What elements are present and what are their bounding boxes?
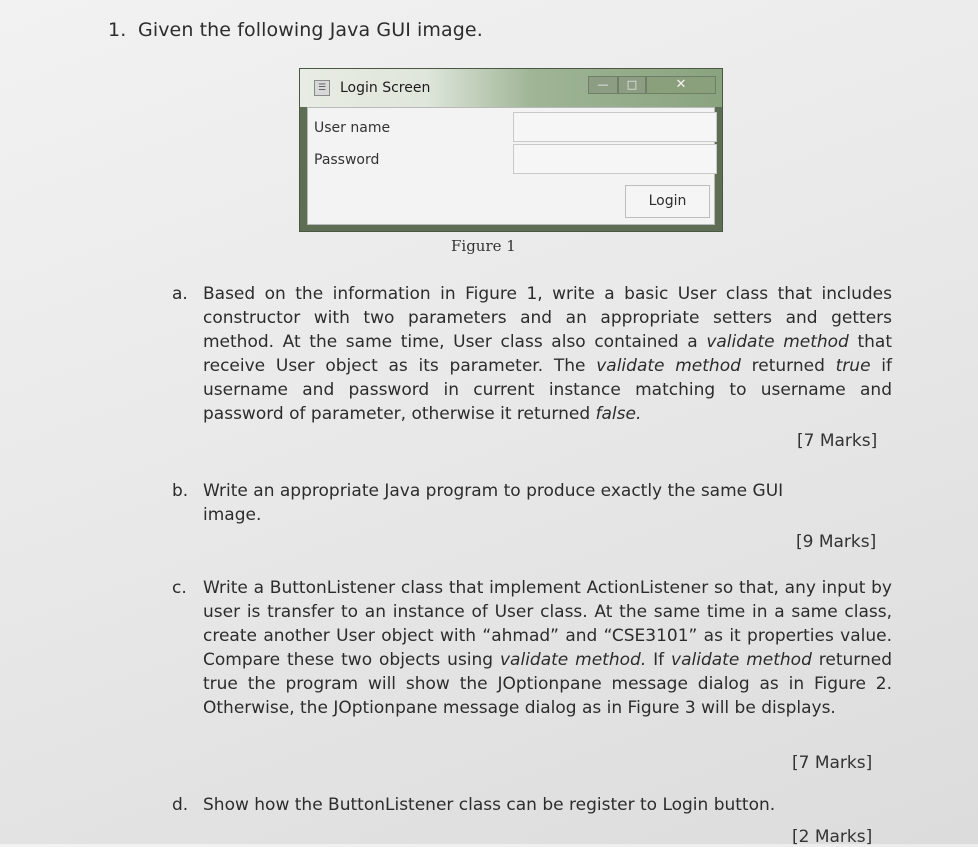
part-a [172, 282, 892, 426]
question-text: Given the following Java GUI image. [138, 19, 483, 41]
part-c-marks: [7 Marks] [792, 753, 873, 773]
java-login-window [299, 68, 723, 232]
part-d-marks: [2 Marks] [792, 827, 873, 847]
figure-caption: Figure 1 [451, 237, 516, 255]
part-c [172, 576, 892, 720]
part-d-letter: d. [172, 795, 189, 815]
window-content [307, 107, 715, 225]
java-app-icon: ☰ [314, 80, 330, 96]
window-titlebar [300, 69, 722, 107]
window-title: Login Screen [340, 80, 431, 96]
part-a-text: Based on the information in Figure 1, write a basic User class that includes constructor with two parameters and an appropriate setters and getters method. At the same time, User class also contained a validate method that receive User object as its parameter. The validate method returned true if username and password in current instance matching to username and password of parameter, otherwise it returned false. [203, 284, 892, 424]
part-c-letter: c. [172, 578, 187, 598]
part-b-text: Write an appropriate Java program to produce exactly the same GUI image. [203, 481, 784, 525]
part-b [172, 479, 892, 527]
login-button[interactable]: Login [625, 185, 710, 218]
close-icon[interactable]: ✕ [646, 76, 716, 94]
question-heading [108, 19, 483, 41]
part-d [172, 793, 892, 817]
question-number: 1. [108, 19, 127, 41]
part-b-marks: [9 Marks] [796, 532, 877, 552]
password-label: Password [314, 152, 380, 168]
username-input[interactable] [513, 112, 717, 142]
part-b-letter: b. [172, 481, 189, 501]
part-a-marks: [7 Marks] [797, 431, 878, 451]
username-label: User name [314, 120, 391, 136]
part-a-letter: a. [172, 284, 188, 304]
part-c-text: Write a ButtonListener class that implement ActionListener so that, any input by user is transfer to an instance of User class. At the same time in a same class, create another User object with “ahmad” and “CSE3101” as it properties value. Compare these two objects using validate method. If validate method returned true the program will show the JOptionpane message dialog as in Figure 2. Otherwise, the JOptionpane message dialog as in Figure 3 will be displays. [203, 578, 893, 718]
minimize-icon[interactable]: — [588, 76, 618, 94]
maximize-icon[interactable]: □ [618, 76, 646, 94]
part-d-text: Show how the ButtonListener class can be register to Login button. [203, 795, 776, 815]
password-input[interactable] [513, 144, 717, 174]
